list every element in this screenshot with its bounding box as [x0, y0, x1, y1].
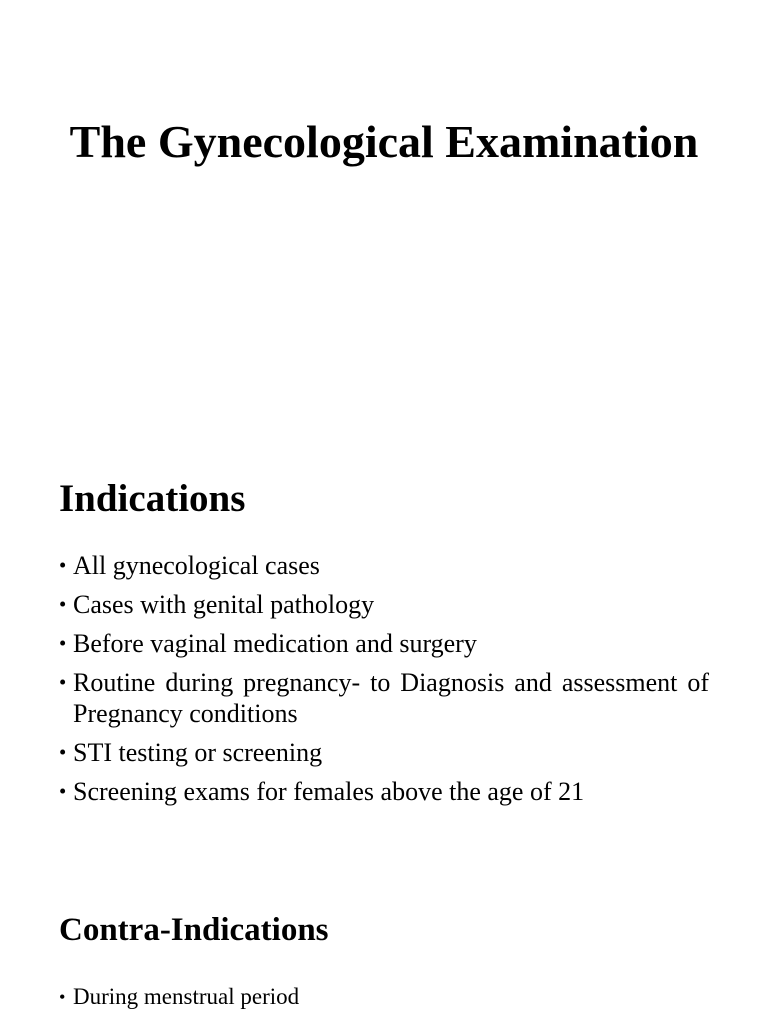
- indication-text: Before vaginal medication and surgery: [73, 629, 477, 658]
- indication-item: [59, 589, 709, 620]
- indication-item: [59, 776, 709, 807]
- indication-text: Screening exams for females above the age of 21: [73, 777, 585, 806]
- indication-item: [59, 667, 709, 729]
- contra-indication-item: [59, 983, 709, 1011]
- bullet-icon: •: [59, 987, 66, 1007]
- bullet-icon: •: [59, 632, 67, 655]
- indication-item: [59, 628, 709, 659]
- bullet-icon: •: [59, 554, 67, 577]
- contra-indication-text: During menstrual period: [73, 984, 300, 1009]
- indications-list: [59, 550, 709, 815]
- indication-text: STI testing or screening: [73, 738, 323, 767]
- bullet-icon: •: [59, 593, 67, 616]
- indication-text: Routine during pregnancy- to Diagnosis and assessment of Pregnancy conditions: [73, 668, 709, 728]
- contra-indications-heading: Contra-Indications: [59, 912, 329, 948]
- bullet-icon: •: [59, 780, 67, 803]
- contra-indications-list: [59, 983, 709, 1019]
- indication-item: [59, 737, 709, 768]
- bullet-icon: •: [59, 671, 67, 694]
- bullet-icon: •: [59, 741, 67, 764]
- indication-text: Cases with genital pathology: [73, 590, 375, 619]
- indication-item: [59, 550, 709, 581]
- slide-title: The Gynecological Examination: [69, 116, 699, 167]
- indications-heading: Indications: [59, 477, 246, 520]
- indication-text: All gynecological cases: [73, 551, 320, 580]
